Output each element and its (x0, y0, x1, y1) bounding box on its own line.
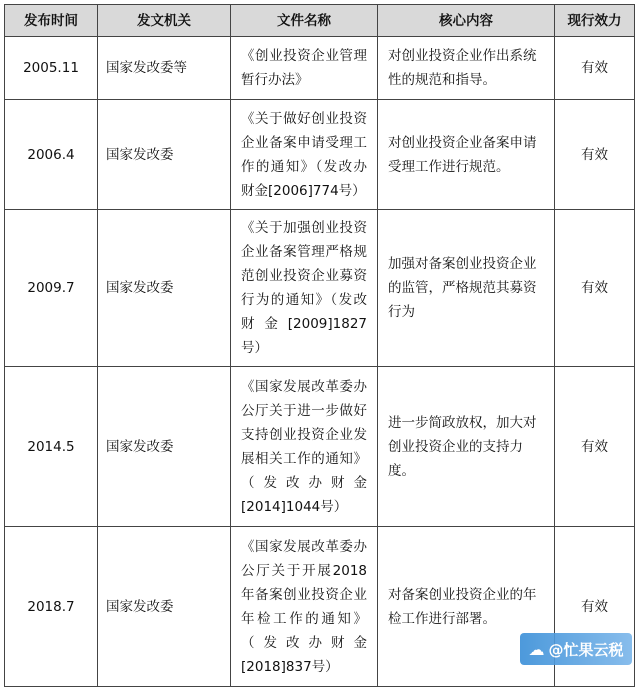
cell-date: 2005.11 (5, 37, 98, 100)
cell-date: 2006.4 (5, 100, 98, 210)
table-row (5, 367, 635, 527)
header-org: 发文机关 (98, 5, 231, 37)
header-core: 核心内容 (378, 5, 555, 37)
cell-org: 国家发改委等 (98, 37, 231, 100)
cell-status: 有效 (555, 527, 635, 687)
policy-table (4, 4, 635, 687)
header-status: 现行效力 (555, 5, 635, 37)
cell-core: 对备案创业投资企业的年检工作进行部署。 (378, 527, 555, 687)
cloud-logo-icon: ☁ (528, 639, 545, 659)
cell-core: 加强对备案创业投资企业的监管，严格规范其募资行为 (378, 210, 555, 367)
table-row (5, 210, 635, 367)
cell-name: 《国家发展改革委办公厅关于开展2018年备案创业投资企业年检工作的通知》（发改办财金[2018]837号） (231, 527, 378, 687)
cell-status: 有效 (555, 210, 635, 367)
cell-core: 进一步简政放权，加大对创业投资企业的支持力度。 (378, 367, 555, 527)
header-row (5, 5, 635, 37)
cell-org: 国家发改委 (98, 210, 231, 367)
cell-core: 对创业投资企业作出系统性的规范和指导。 (378, 37, 555, 100)
cell-org: 国家发改委 (98, 527, 231, 687)
cell-name: 《关于做好创业投资企业备案申请受理工作的通知》（发改办财金[2006]774号） (231, 100, 378, 210)
header-name: 文件名称 (231, 5, 378, 37)
table-row (5, 100, 635, 210)
cell-status: 有效 (555, 37, 635, 100)
cell-date: 2018.7 (5, 527, 98, 687)
cell-org: 国家发改委 (98, 100, 231, 210)
cell-status: 有效 (555, 100, 635, 210)
watermark-text: @忙果云税 (548, 640, 624, 659)
cell-core: 对创业投资企业备案申请受理工作进行规范。 (378, 100, 555, 210)
cell-status: 有效 (555, 367, 635, 527)
cell-date: 2014.5 (5, 367, 98, 527)
watermark-logo (520, 633, 632, 665)
cell-date: 2009.7 (5, 210, 98, 367)
cell-name: 《关于加强创业投资企业备案管理严格规范创业投资企业募资行为的通知》（发改财金[2009]1827号） (231, 210, 378, 367)
cell-org: 国家发改委 (98, 367, 231, 527)
table-row (5, 37, 635, 100)
cell-name: 《国家发展改革委办公厅关于进一步做好支持创业投资企业发展相关工作的通知》（发改办财金[2014]1044号） (231, 367, 378, 527)
header-date: 发布时间 (5, 5, 98, 37)
cell-name: 《创业投资企业管理暂行办法》 (231, 37, 378, 100)
